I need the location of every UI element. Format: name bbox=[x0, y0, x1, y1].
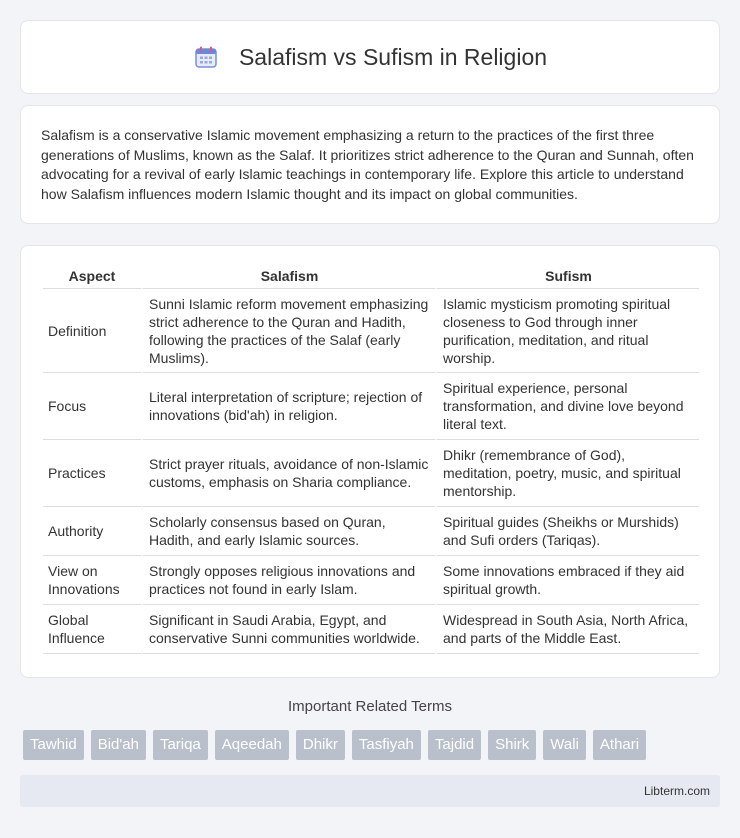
related-term-tag[interactable]: Shirk bbox=[488, 730, 536, 760]
table-cell-sufism: Widespread in South Asia, North Africa, and parts of the Middle East. bbox=[435, 605, 699, 654]
comparison-table-card bbox=[20, 245, 720, 678]
intro-text: Salafism is a conservative Islamic movement emphasizing a return to the practices of the first three generations of Muslims, known as the Salaf. It prioritizes strict adherence to the Quran and Sunnah, often advocating for a revival of early Islamic teachings in contemporary life. Explore this article to understand how Salafism influences modern Islamic thought and its impact on global communities. bbox=[41, 127, 694, 202]
related-terms-title: Important Related Terms bbox=[288, 698, 452, 715]
table-row bbox=[43, 556, 699, 605]
related-term-tag[interactable]: Wali bbox=[543, 730, 586, 760]
page-title: Salafism vs Sufism in Religion bbox=[238, 43, 548, 70]
related-terms-list bbox=[23, 730, 723, 760]
table-cell-aspect: Focus bbox=[43, 373, 141, 440]
table-header-row bbox=[43, 268, 699, 289]
related-term-tag[interactable]: Tasfiyah bbox=[352, 730, 421, 760]
related-term-tag[interactable]: Athari bbox=[593, 730, 646, 760]
related-term-tag[interactable]: Bid'ah bbox=[91, 730, 146, 760]
table-row bbox=[43, 373, 699, 440]
footer-site-link[interactable]: Libterm.com bbox=[643, 784, 710, 798]
intro-card bbox=[20, 105, 720, 224]
comparison-table bbox=[43, 268, 699, 654]
column-header-aspect: Aspect bbox=[43, 268, 141, 289]
table-cell-salafism: Sunni Islamic reform movement emphasizing strict adherence to the Quran and Hadith, following the practices of the Salaf (early Muslims). bbox=[141, 289, 435, 373]
table-cell-aspect: View on Innovations bbox=[43, 556, 141, 605]
table-cell-sufism: Spiritual experience, personal transformation, and divine love beyond literal text. bbox=[435, 373, 699, 440]
calendar-icon bbox=[193, 44, 219, 70]
table-cell-aspect: Global Influence bbox=[43, 605, 141, 654]
table-cell-aspect: Practices bbox=[43, 440, 141, 507]
related-term-tag[interactable]: Aqeedah bbox=[215, 730, 289, 760]
column-header-sufism: Sufism bbox=[435, 268, 699, 289]
table-row bbox=[43, 440, 699, 507]
column-header-salafism: Salafism bbox=[141, 268, 435, 289]
table-cell-salafism: Scholarly consensus based on Quran, Hadith, and early Islamic sources. bbox=[141, 507, 435, 556]
table-cell-sufism: Islamic mysticism promoting spiritual closeness to God through inner purification, meditation, and ritual worship. bbox=[435, 289, 699, 373]
table-cell-salafism: Significant in Saudi Arabia, Egypt, and conservative Sunni communities worldwide. bbox=[141, 605, 435, 654]
related-term-tag[interactable]: Tawhid bbox=[23, 730, 84, 760]
related-term-tag[interactable]: Tajdid bbox=[428, 730, 481, 760]
related-term-tag[interactable]: Tariqa bbox=[153, 730, 208, 760]
table-row bbox=[43, 605, 699, 654]
table-cell-salafism: Literal interpretation of scripture; rejection of innovations (bid'ah) in religion. bbox=[141, 373, 435, 440]
table-cell-aspect: Definition bbox=[43, 289, 141, 373]
table-row bbox=[43, 289, 699, 373]
table-cell-salafism: Strict prayer rituals, avoidance of non-Islamic customs, emphasis on Sharia compliance. bbox=[141, 440, 435, 507]
table-row bbox=[43, 507, 699, 556]
table-cell-salafism: Strongly opposes religious innovations and practices not found in early Islam. bbox=[141, 556, 435, 605]
table-cell-sufism: Spiritual guides (Sheikhs or Murshids) and Sufi orders (Tariqas). bbox=[435, 507, 699, 556]
related-term-tag[interactable]: Dhikr bbox=[296, 730, 345, 760]
footer bbox=[20, 775, 720, 807]
table-cell-aspect: Authority bbox=[43, 507, 141, 556]
table-cell-sufism: Some innovations embraced if they aid spiritual growth. bbox=[435, 556, 699, 605]
header-card bbox=[20, 20, 720, 94]
table-cell-sufism: Dhikr (remembrance of God), meditation, poetry, music, and spiritual mentorship. bbox=[435, 440, 699, 507]
